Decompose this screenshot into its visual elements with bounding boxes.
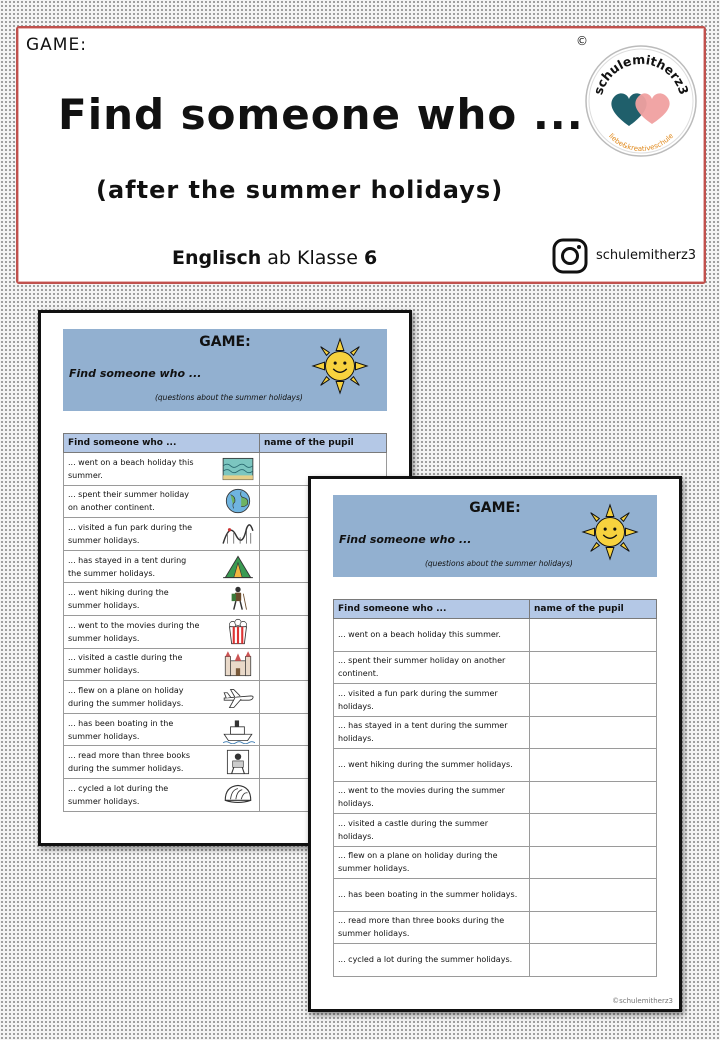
question-cell	[64, 648, 260, 681]
page-subtitle: (after the summer holidays)	[96, 176, 504, 204]
logo-text: schulemitherz3	[590, 51, 692, 97]
question-cell: ... flew on a plane on holiday during the summer holidays.	[334, 846, 530, 879]
globe-icon	[221, 487, 255, 515]
helmet-icon	[221, 781, 255, 809]
popcorn-icon	[221, 618, 255, 646]
pupil-name-cell[interactable]	[530, 716, 657, 749]
pupil-name-cell[interactable]	[530, 651, 657, 684]
sun-icon	[311, 337, 369, 395]
question-cell: ... read more than three books during the summer holidays.	[334, 911, 530, 944]
worksheet-text-only	[308, 476, 682, 1012]
question-cell	[64, 713, 260, 746]
question-cell	[64, 746, 260, 779]
logo-ring-text: liebe&kreativeschule	[606, 131, 676, 154]
table-row	[334, 879, 657, 912]
table-row	[334, 814, 657, 847]
worksheet-table	[333, 599, 657, 977]
pupil-name-cell[interactable]	[530, 846, 657, 879]
question-cell	[64, 550, 260, 583]
table-row	[334, 846, 657, 879]
table-row	[334, 911, 657, 944]
level-prefix: ab Klasse	[267, 247, 358, 269]
beach-icon	[221, 455, 255, 483]
pupil-name-cell[interactable]	[530, 781, 657, 814]
question-cell	[64, 518, 260, 551]
tent-icon	[221, 553, 255, 581]
header-card	[16, 26, 706, 284]
question-text: ... read more than three books during the summer holidays.	[68, 751, 191, 774]
table-row	[334, 944, 657, 977]
worksheet-banner	[333, 495, 657, 577]
table-row	[334, 651, 657, 684]
question-text: ... has stayed in a tent during the summer holidays.	[68, 555, 187, 578]
brand-logo	[584, 44, 698, 158]
question-cell	[64, 453, 260, 486]
question-cell: ... spent their summer holiday on another continent.	[334, 651, 530, 684]
table-row	[334, 716, 657, 749]
banner-questions-note: (questions about the summer holidays)	[425, 559, 573, 568]
banner-questions-note: (questions about the summer holidays)	[155, 393, 303, 402]
instagram-icon[interactable]	[552, 238, 588, 274]
table-row	[334, 781, 657, 814]
col-header-name: name of the pupil	[260, 434, 387, 453]
banner-find-label: Find someone who ...	[339, 533, 472, 546]
rollercoaster-icon	[221, 520, 255, 548]
copyright-symbol: ©	[576, 34, 588, 48]
question-text: ... cycled a lot during the summer holidays.	[68, 783, 169, 806]
question-cell: ... went hiking during the summer holidays.	[334, 749, 530, 782]
question-text: ... visited a castle during the summer holidays.	[68, 653, 183, 676]
question-text: ... went on a beach holiday this summer.	[68, 457, 194, 480]
question-cell: ... cycled a lot during the summer holidays.	[334, 944, 530, 977]
question-cell	[64, 583, 260, 616]
col-header-name: name of the pupil	[530, 600, 657, 619]
question-cell: ... went to the movies during the summer holidays.	[334, 781, 530, 814]
question-text: ... went hiking during the summer holidays.	[68, 588, 169, 611]
col-header-find: Find someone who ...	[64, 434, 260, 453]
col-header-find: Find someone who ...	[334, 600, 530, 619]
worksheet-banner	[63, 329, 387, 411]
hiker-icon	[221, 585, 255, 613]
banner-game-label: GAME:	[469, 500, 521, 516]
question-cell	[64, 615, 260, 648]
question-text: ... flew on a plane on holiday during the summer holidays.	[68, 685, 184, 708]
pupil-name-cell[interactable]	[530, 619, 657, 652]
table-row	[334, 619, 657, 652]
pupil-name-cell[interactable]	[530, 911, 657, 944]
castle-icon	[221, 650, 255, 678]
pupil-name-cell[interactable]	[530, 684, 657, 717]
question-text: ... spent their summer holiday on another continent.	[68, 490, 189, 513]
level: 6	[363, 247, 378, 269]
instagram-handle[interactable]: schulemitherz3	[596, 248, 697, 263]
question-text: ... has been boating in the summer holidays.	[68, 718, 174, 741]
question-cell: ... went on a beach holiday this summer.	[334, 619, 530, 652]
boat-icon	[221, 716, 255, 744]
question-cell: ... has been boating in the summer holidays.	[334, 879, 530, 912]
page-title: Find someone who ...	[58, 90, 584, 139]
question-text: ... visited a fun park during the summer holidays.	[68, 522, 193, 545]
banner-game-label: GAME:	[199, 334, 251, 350]
banner-find-label: Find someone who ...	[69, 367, 202, 380]
question-cell	[64, 681, 260, 714]
sun-icon	[581, 503, 639, 561]
subject-level	[172, 247, 377, 269]
pupil-name-cell[interactable]	[530, 749, 657, 782]
table-row	[334, 684, 657, 717]
question-cell: ... visited a castle during the summer holidays.	[334, 814, 530, 847]
pupil-name-cell[interactable]	[530, 814, 657, 847]
worksheet-copyright: ©schulemitherz3	[612, 997, 673, 1005]
question-cell: ... visited a fun park during the summer holidays.	[334, 684, 530, 717]
reading-icon	[221, 748, 255, 776]
question-cell: ... has stayed in a tent during the summer holidays.	[334, 716, 530, 749]
game-label: GAME:	[26, 35, 87, 55]
question-cell	[64, 778, 260, 811]
question-text: ... went to the movies during the summer holidays.	[68, 620, 200, 643]
airplane-icon	[221, 683, 255, 711]
pupil-name-cell[interactable]	[530, 944, 657, 977]
table-row	[334, 749, 657, 782]
pupil-name-cell[interactable]	[530, 879, 657, 912]
question-cell	[64, 485, 260, 518]
subject: Englisch	[172, 247, 262, 269]
